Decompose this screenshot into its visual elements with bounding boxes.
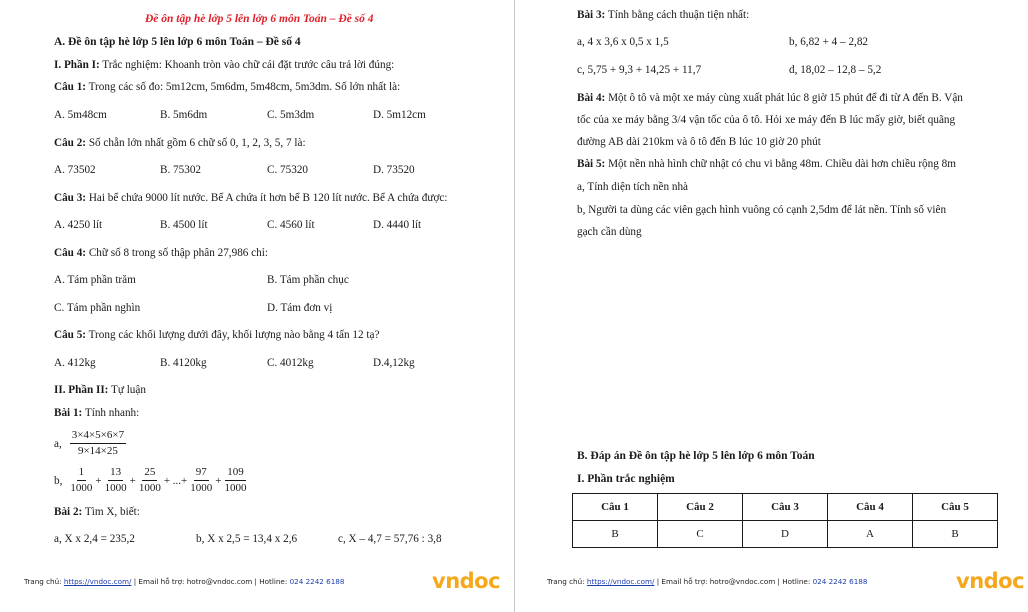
vndoc-logo: vndoc: [956, 569, 1025, 593]
question-label: Câu 5:: [54, 329, 87, 341]
home-link[interactable]: https://vndoc.com/: [63, 577, 132, 586]
table-cell: C: [658, 521, 743, 548]
question-text: Hai bể chứa 9000 lít nước. Bể A chứa ít hơn bể B 120 lít nước. Bể A chứa được:: [86, 192, 448, 204]
table-header-cell: Câu 1: [573, 494, 658, 521]
table-row: [573, 521, 998, 548]
option: A. 412kg: [54, 357, 96, 369]
bai1-label: Bài 1:: [54, 407, 83, 419]
vndoc-logo: vndoc: [432, 569, 501, 593]
option: B. 5m6dm: [160, 109, 208, 121]
option: A. 4250 lít: [54, 219, 103, 231]
option: B. 4500 lít: [160, 219, 208, 231]
bai3-item: b, 6,82 + 4 – 2,82: [789, 36, 869, 48]
option: C. 4560 lít: [267, 219, 315, 231]
part2-heading: [54, 384, 146, 396]
table-header-cell: Câu 3: [743, 494, 828, 521]
bai5-label: Bài 5:: [577, 158, 606, 170]
option: D. Tám đơn vị: [267, 302, 333, 314]
page-footer: Trang chủ: https://vndoc.com/ | Email hỗ trợ: hotro@vndoc.com | Hotline: 024 2242 6188: [547, 577, 868, 586]
bai5-line-4: gạch cần dùng: [577, 226, 642, 238]
question-2: [54, 137, 306, 149]
fraction: $\frac{13}{1000}$: [104, 466, 127, 494]
section-b-heading: B. Đáp án Đề ôn tập hè lớp 5 lên lớp 6 môn Toán: [577, 450, 815, 462]
section-a-heading: A. Đề ôn tập hè lớp 5 lên lớp 6 môn Toán – Đề số 4: [54, 36, 301, 48]
bai3-item: a, 4 x 3,6 x 0,5 x 1,5: [577, 36, 669, 48]
fraction: $\frac{25}{1000}$: [138, 466, 161, 494]
fraction: $\frac{109}{1000}$: [224, 466, 247, 494]
question-label: Câu 4:: [54, 247, 87, 259]
question-1: [54, 81, 400, 93]
hotline: 024 2242 6188: [289, 577, 345, 586]
option: B. 4120kg: [160, 357, 207, 369]
bai4-line-3: đường AB dài 210km và ô tô đến B lúc 10 giờ 20 phút: [577, 136, 821, 148]
bai1-part-a: [54, 429, 126, 458]
question-label: Câu 3:: [54, 192, 87, 204]
bai5-line-1: Bài 5: Một nền nhà hình chữ nhật có chu vi bằng 48m. Chiều dài hơn chiều rộng 8m: [577, 158, 956, 170]
bai5-line-2: a, Tính diện tích nền nhà: [577, 181, 689, 193]
option: C. 75320: [267, 164, 309, 176]
bai2-item: b, X x 2,5 = 13,4 x 2,6: [196, 533, 298, 545]
part2-text: Tự luận: [108, 384, 146, 396]
document-title: Đề ôn tập hè lớp 5 lên lớp 6 môn Toán – Đề số 4: [145, 13, 374, 25]
table-cell: B: [913, 521, 998, 548]
bai1-a-prefix: a,: [54, 437, 62, 450]
bai1-heading: [54, 407, 139, 419]
option: D. 5m12cm: [373, 109, 426, 121]
answer-table: [572, 493, 998, 548]
question-text: Trong các khối lượng dưới đây, khối lượng nào bằng 4 tấn 12 tạ?: [86, 329, 380, 341]
fraction: $\frac{3\times 4\times 5\times 6\times 7}{9\times 14\times 25}$: [71, 429, 125, 457]
option: B. Tám phần chục: [267, 274, 349, 286]
bai4-line-2: tốc của xe máy bằng 3/4 vận tốc của ô tô. Hỏi xe máy đến B lúc mấy giờ, biết quãng: [577, 114, 956, 126]
question-5: [54, 329, 379, 341]
option: D. 73520: [373, 164, 415, 176]
question-label: Câu 1:: [54, 81, 87, 93]
question-4: [54, 247, 268, 259]
option: D.4,12kg: [373, 357, 415, 369]
option: A. 5m48cm: [54, 109, 107, 121]
question-label: Câu 2:: [54, 137, 87, 149]
bai1-part-b: b, $\frac{1}{1000}$ + $\frac{13}{1000}$ + $\frac{25}{1000}$ + ...+ $\frac{97}{1000}$ + $\frac{109}{1000}$: [54, 466, 247, 494]
table-header-cell: Câu 4: [828, 494, 913, 521]
bai2-item: a, X x 2,4 = 235,2: [54, 533, 135, 545]
option: D. 4440 lít: [373, 219, 422, 231]
bai3-heading: [577, 9, 749, 21]
question-3: [54, 192, 447, 204]
bai4-line-1: Bài 4: Một ô tô và một xe máy cùng xuất phát lúc 8 giờ 15 phút để đi từ A đến B. Vận: [577, 92, 963, 104]
page-footer: Trang chủ: https://vndoc.com/ | Email hỗ trợ: hotro@vndoc.com | Hotline: 024 2242 6188: [24, 577, 345, 586]
table-header-cell: Câu 2: [658, 494, 743, 521]
bai5-line-3: b, Người ta dùng các viên gạch hình vuông có cạnh 2,5dm để lát nền. Tính số viên: [577, 204, 947, 216]
question-text: Chữ số 8 trong số thập phân 27,986 chỉ:: [86, 247, 268, 259]
bai2-item: c, X – 4,7 = 57,76 : 3,8: [338, 533, 442, 545]
document-page-right: [515, 0, 1028, 612]
fraction: $\frac{1}{1000}$: [70, 466, 93, 494]
option: A. Tám phần trăm: [54, 274, 136, 286]
bai3-text: Tính bằng cách thuận tiện nhất:: [605, 9, 750, 21]
table-header-cell: Câu 5: [913, 494, 998, 521]
bai3-label: Bài 3:: [577, 9, 606, 21]
table-cell: B: [573, 521, 658, 548]
home-link[interactable]: https://vndoc.com/: [586, 577, 655, 586]
part1-text: Trắc nghiệm: Khoanh tròn vào chữ cái đặt trước câu trả lời đúng:: [99, 59, 395, 71]
bai3-item: c, 5,75 + 9,3 + 14,25 + 11,7: [577, 64, 702, 76]
option: C. 4012kg: [267, 357, 314, 369]
table-cell: A: [828, 521, 913, 548]
bai1-b-prefix: b,: [54, 474, 63, 487]
bai2-label: Bài 2:: [54, 506, 83, 518]
option: A. 73502: [54, 164, 96, 176]
part2-label: II. Phần II:: [54, 384, 109, 396]
fraction: $\frac{97}{1000}$: [190, 466, 213, 494]
question-text: Số chẵn lớn nhất gồm 6 chữ số 0, 1, 2, 3, 5, 7 là:: [86, 137, 306, 149]
bai3-item: d, 18,02 – 12,8 – 5,2: [789, 64, 882, 76]
question-text: Trong các số đo: 5m12cm, 5m6dm, 5m48cm, 5m3dm. Số lớn nhất là:: [86, 81, 401, 93]
part1-instruction: [54, 59, 394, 71]
bai2-text: Tìm X, biết:: [82, 506, 140, 518]
table-cell: D: [743, 521, 828, 548]
bai2-heading: [54, 506, 140, 518]
part1-label: I. Phần I:: [54, 59, 100, 71]
table-header-row: [573, 494, 998, 521]
bai4-label: Bài 4:: [577, 92, 606, 104]
option: B. 75302: [160, 164, 202, 176]
bai1-text: Tính nhanh:: [82, 407, 140, 419]
hotline: 024 2242 6188: [812, 577, 868, 586]
option: C. Tám phần nghìn: [54, 302, 141, 314]
answers-heading: I. Phần trắc nghiệm: [577, 473, 675, 485]
option: C. 5m3dm: [267, 109, 315, 121]
